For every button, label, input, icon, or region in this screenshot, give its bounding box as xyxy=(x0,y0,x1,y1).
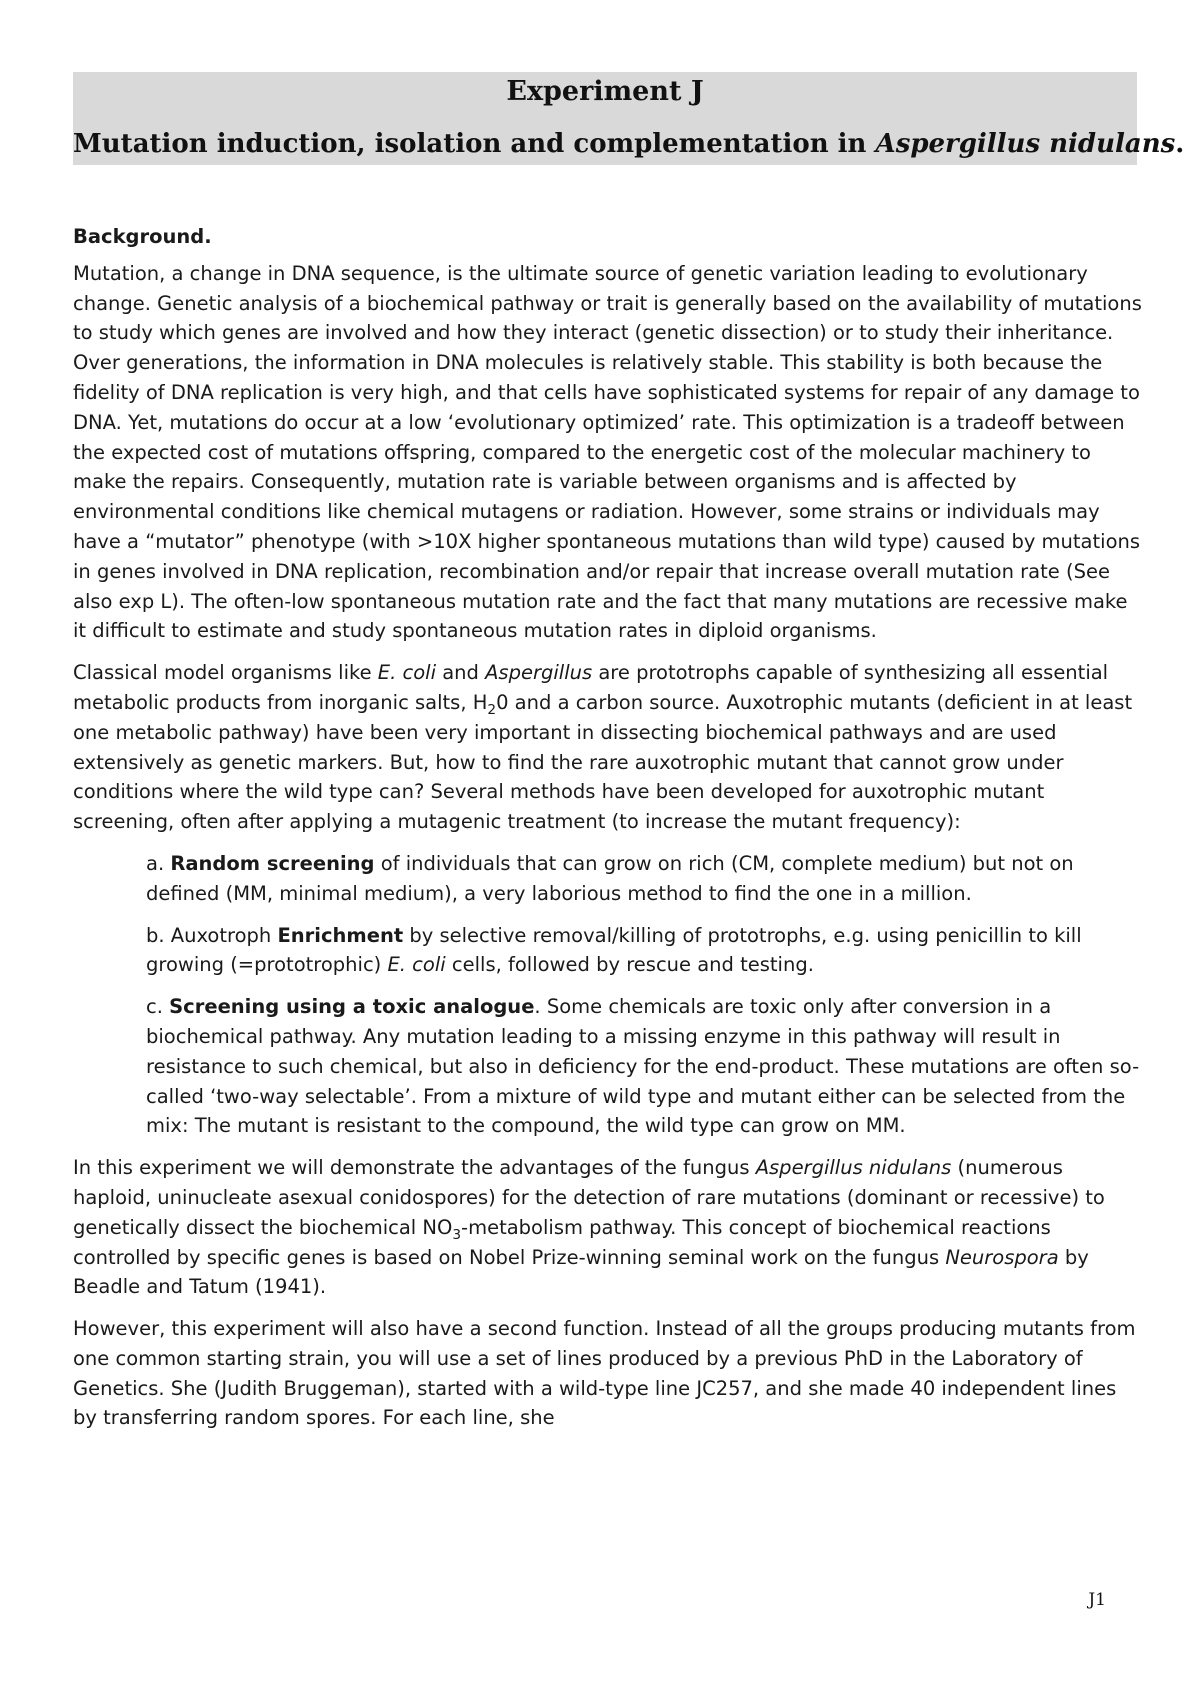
list-item-b xyxy=(146,921,1143,981)
list-item-a xyxy=(146,849,1143,909)
p2-text-4: 0 and a carbon source. Auxotrophic mutants (deficient in at least one metabolic pathway) have been very important in dissecting biochemical pathways and are used extensively as genetic markers. But, how to find the rare auxotrophic mutant that cannot grow under conditions where the wild type can? Several methods have been developed for auxotrophic mutant screening, often after applying a mutagenic treatment (to increase the mutant frequency): xyxy=(73,690,1133,834)
p2-subscript: 2 xyxy=(487,701,497,718)
item-c-prefix: c. xyxy=(146,995,170,1019)
p3-subscript: 3 xyxy=(452,1226,462,1243)
item-b-text-2: cells, followed by rescue and testing. xyxy=(445,953,814,977)
p3-text-3: -metabolism pathway. This concept of biochemical reactions controlled by specific genes is based on Nobel Prize-winning seminal work on the fungus xyxy=(73,1215,1051,1269)
p2-aspergillus: Aspergillus xyxy=(485,661,593,685)
p2-ecoli: E. coli xyxy=(377,661,436,685)
item-b-prefix: b. Auxotroph xyxy=(146,923,278,947)
subtitle-species: Aspergillus nidulans xyxy=(875,129,1176,159)
section-heading: Background. xyxy=(73,225,212,248)
experiment-title: Experiment J xyxy=(506,76,704,107)
p2-text-1: Classical model organisms like xyxy=(73,661,378,685)
title-banner xyxy=(73,72,1185,165)
item-a-text: of individuals that can grow on rich (CM, complete medium) but not on defined (MM, minimal medium), a very laborious method to find the one in a million. xyxy=(146,851,1074,905)
item-a-bold: Random screening xyxy=(170,851,375,875)
item-a-prefix: a. xyxy=(146,851,171,875)
p3-text-2: (numerous haploid, uninucleate asexual conidospores) for the detection of rare mutations (dominant or recessive) to genetically dissect the biochemical NO xyxy=(73,1156,1105,1239)
experiment-subtitle xyxy=(73,126,1185,162)
document-body xyxy=(73,222,1143,1445)
list-item-c xyxy=(146,992,1143,1141)
subtitle-period: . xyxy=(1175,129,1185,159)
paragraph-mutation-intro: Mutation, a change in DNA sequence, is the ultimate source of genetic variation leading to evolutionary change. Genetic analysis of a biochemical pathway or trait is generally based on the availability of mutations to study which genes are involved and how they interact (genetic dissection) or to study their inheritance. Over generations, the information in DNA molecules is relatively stable. This stability is both because the fidelity of DNA replication is very high, and that cells have sophisticated systems for repair of any damage to DNA. Yet, mutations do occur at a low ‘evolutionary optimized’ rate. This optimization is a tradeoff between the expected cost of mutations offspring, compared to the energetic cost of the molecular machinery to make the repairs. Consequently, mutation rate is variable between organisms and is affected by environmental conditions like chemical mutagens or radiation. However, some strains or individuals may have a “mutator” phenotype (with >10X higher spontaneous mutations than wild type) caused by mutations in genes involved in DNA replication, recombination and/or repair that increase overall mutation rate (See also exp L). The often-low spontaneous mutation rate and the fact that many mutations are recessive make it difficult to estimate and study spontaneous mutation rates in diploid organisms. xyxy=(73,261,1142,643)
item-c-text: . Some chemicals are toxic only after conversion in a biochemical pathway. Any mutation leading to a missing enzyme in this pathway will result in resistance to such chemical, but also in deficiency for the end-product. These mutations are often so-called ‘two-way selectable’. From a mixture of wild type and mutant either can be selected from the mix: The mutant is resistant to the compound, the wild type can grow on MM. xyxy=(146,995,1140,1138)
page-number: J1 xyxy=(1088,1590,1106,1610)
p3-text-1: In this experiment we will demonstrate the advantages of the fungus xyxy=(73,1156,756,1180)
paragraph-model-organisms xyxy=(73,658,1143,837)
p3-species: Aspergillus nidulans xyxy=(755,1156,952,1180)
item-b-ecoli: E. coli xyxy=(387,953,446,977)
paragraph-second-function: However, this experiment will also have a second function. Instead of all the groups producing mutants from one common starting strain, you will use a set of lines produced by a previous PhD in the Laboratory of Genetics. She (Judith Bruggeman), started with a wild-type line JC257, and she made 40 independent lines by transferring random spores. For each line, she xyxy=(73,1317,1136,1430)
subtitle-text: Mutation induction, isolation and complementation in xyxy=(73,129,876,159)
item-b-bold: Enrichment xyxy=(277,923,404,947)
p3-neurospora: Neurospora xyxy=(945,1245,1059,1269)
p2-text-2: and xyxy=(436,661,486,685)
p2-text-3: are prototrophs capable of synthesizing all essential metabolic products from inorganic salts, H xyxy=(73,661,1109,714)
paragraph-experiment-aim xyxy=(73,1153,1143,1302)
item-c-bold: Screening using a toxic analogue xyxy=(169,995,535,1019)
item-b-text-1: by selective removal/killing of prototrophs, e.g. using penicillin to kill growing (=prototrophic) xyxy=(146,923,1082,977)
p3-text-4: by Beadle and Tatum (1941). xyxy=(73,1245,1089,1299)
